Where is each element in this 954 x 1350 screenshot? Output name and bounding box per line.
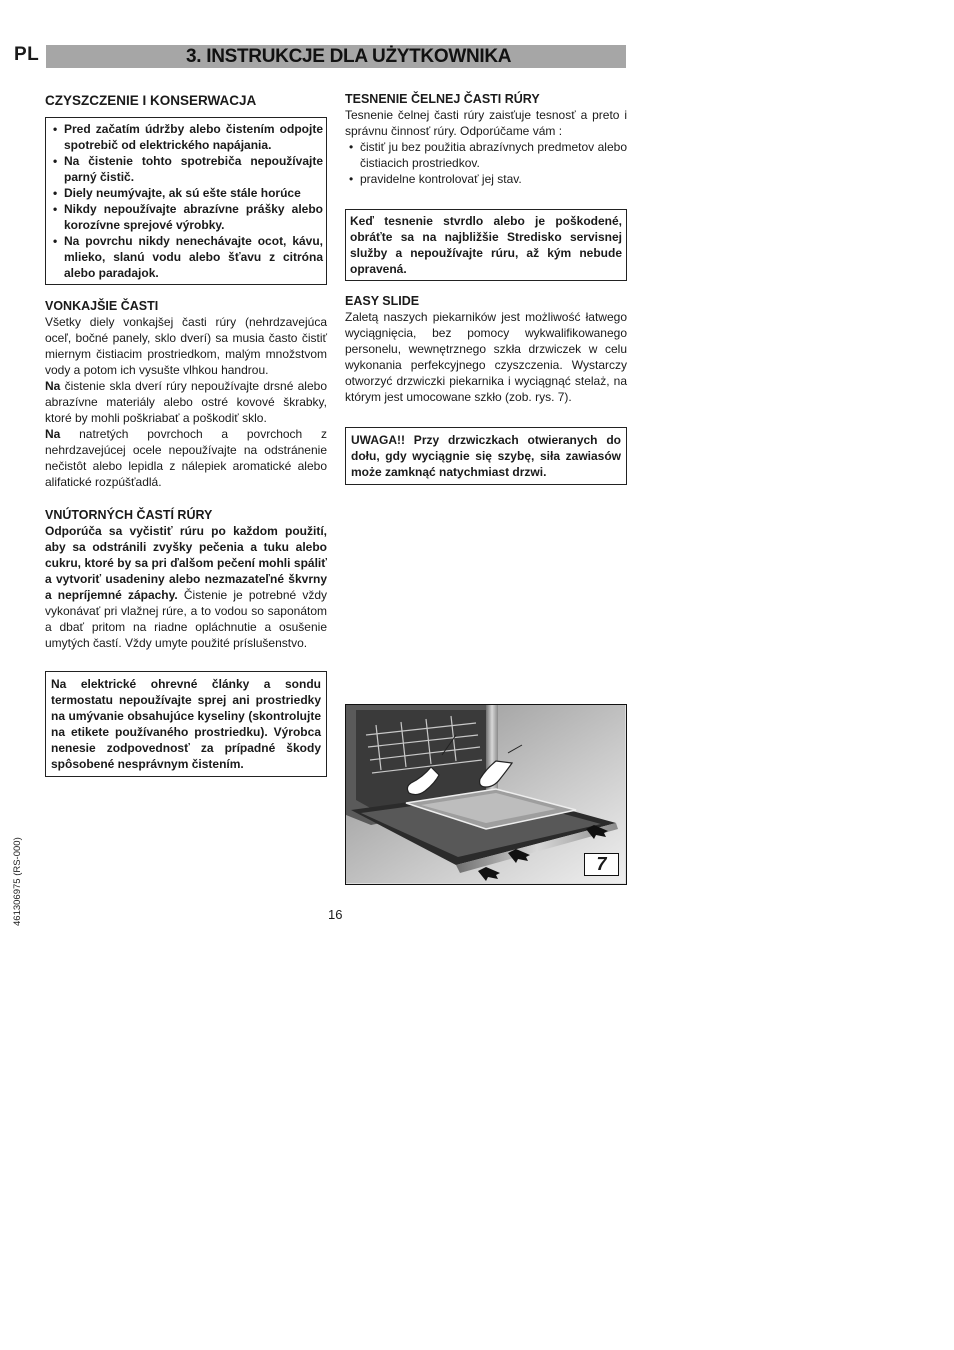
inner-bold-text: Odporúča sa vyčistiť rúru po každom použití, aby sa odstránili zvyšky pečenia a tuku alebo cukru, ktoré by sa pri ďalšom pečení mohli spáliť a vytvoriť usadeniny alebo nezmazateľné škvrny a nepríjemné zápachy. bbox=[45, 524, 327, 602]
outer-parts-paragraph-2 bbox=[45, 378, 327, 426]
gasket-notice: Keď tesnenie stvrdlo alebo je poškodené, obráťte sa na najbližšie Stredisko servisnej služby a nepoužívajte rúru, až kým nebude opravená. bbox=[345, 209, 627, 281]
outer-parts-heading: VONKAJŠIE ČASTI bbox=[45, 299, 159, 313]
inner-parts-heading: VNÚTORNÝCH ČASTÍ RÚRY bbox=[45, 508, 213, 522]
safety-warning-box bbox=[45, 117, 327, 285]
outer-parts-paragraph-3 bbox=[45, 426, 327, 490]
gasket-list bbox=[345, 139, 627, 187]
warning-item: • Pred začatím údržby alebo čistením odpojte spotrebič od elektrického napájania. bbox=[49, 121, 323, 153]
figure-number: 7 bbox=[584, 853, 619, 876]
easy-slide-heading: EASY SLIDE bbox=[345, 294, 420, 308]
gasket-heading: TESNENIE ČELNEJ ČASTI RÚRY bbox=[345, 92, 540, 106]
warning-item: • Na čistenie tohto spotrebiča nepoužívajte parný čistič. bbox=[49, 153, 323, 185]
language-code: PL bbox=[14, 44, 40, 65]
outer-p3-lead: Na bbox=[45, 427, 61, 441]
left-column bbox=[45, 92, 327, 777]
easy-slide-paragraph: Zaletą naszych piekarników jest możliwość łatwego wyciągnięcia, bez pomocy wykwalifikowanego personelu, wewnętrznego szkła drzwiczek w celu wykonania perfekcyjnego czyszczenia. Wystarczy otworzyć drzwiczki piekarnika i wyciągnąć stelaż, na którym jest umocowane szkło (zob. rys. 7). bbox=[345, 310, 627, 404]
warning-item: • Nikdy nepoužívajte abrazívne prášky alebo korozívne sprejové výrobky. bbox=[49, 201, 323, 233]
outer-p2-text: čistenie skla dverí rúry nepoužívajte drsné alebo abrazívne materiály alebo ostré kovové škrabky, ktoré by mohli poškriabať a poškodiť sklo. bbox=[45, 379, 327, 425]
inner-normal-text: Čistenie je potrebné vždy vykonávať pri vlažnej rúre, a to vodou so saponátom a dbať pritom na riadne opláchnutie a osušenie umytých častí. Vždy umyte použité príslušenstvo. bbox=[45, 588, 327, 650]
inner-parts-paragraph bbox=[45, 523, 327, 651]
cleaning-heading: CZYSZCZENIE I KONSERWACJA bbox=[45, 93, 257, 108]
outer-p3-text: natretých povrchoch a povrchoch z nehrdzavejúcej ocele nepoužívajte na odstránenie nečistôt alebo lepidla z nálepiek aromatické alebo alifatické rozpúšťadlá. bbox=[45, 427, 327, 489]
section-title-bar bbox=[46, 45, 626, 68]
document-code: 461306975 (RS-000) bbox=[12, 837, 23, 926]
warning-item: • Diely neumývajte, ak sú ešte stále horúce bbox=[49, 185, 323, 201]
page-number: 16 bbox=[328, 907, 343, 922]
gasket-item: • čistiť ju bez použitia abrazívnych predmetov alebo čistiacich prostriedkov. bbox=[345, 139, 627, 171]
outer-p2-lead: Na bbox=[45, 379, 61, 393]
warning-item: • Na povrchu nikdy nenechávajte ocot, kávu, mlieko, slanú vodu alebo šťavu z citróna alebo paradajok. bbox=[49, 233, 323, 281]
section-title: 3. INSTRUKCJE DLA UŻYTKOWNIKA bbox=[186, 46, 512, 67]
gasket-intro: Tesnenie čelnej časti rúry zaisťuje tesnosť a preto i správnu činnosť rúry. Odporúčame vám : bbox=[345, 108, 627, 138]
heating-element-notice: Na elektrické ohrevné články a sondu termostatu nepoužívajte sprej ani prostriedky na umývanie obsahujúce kyseliny (skontrolujte na etikete používaného prostriedku). Výrobca nenesie zodpovednosť za prípadné škody spôsobené nesprávnym čistením. bbox=[45, 671, 327, 777]
outer-parts-paragraph-1: Všetky diely vonkajšej časti rúry (nehrdzavejúca oceľ, bočné panely, sklo dverí) sa musia často čistiť miernym čistiacim prostriedkom, malým množstvom vody a potom ich vysušte vlhkou handrou. bbox=[45, 315, 327, 377]
gasket-item: • pravidelne kontrolovať jej stav. bbox=[345, 171, 627, 187]
safety-warning-list bbox=[49, 121, 323, 281]
right-column bbox=[345, 91, 627, 485]
door-warning-notice: UWAGA!! Przy drzwiczkach otwieranych do dołu, gdy wyciągnie się szybę, siła zawiasów może zamknąć natychmiast drzwi. bbox=[345, 427, 627, 485]
oven-door-glass-figure bbox=[345, 704, 627, 885]
